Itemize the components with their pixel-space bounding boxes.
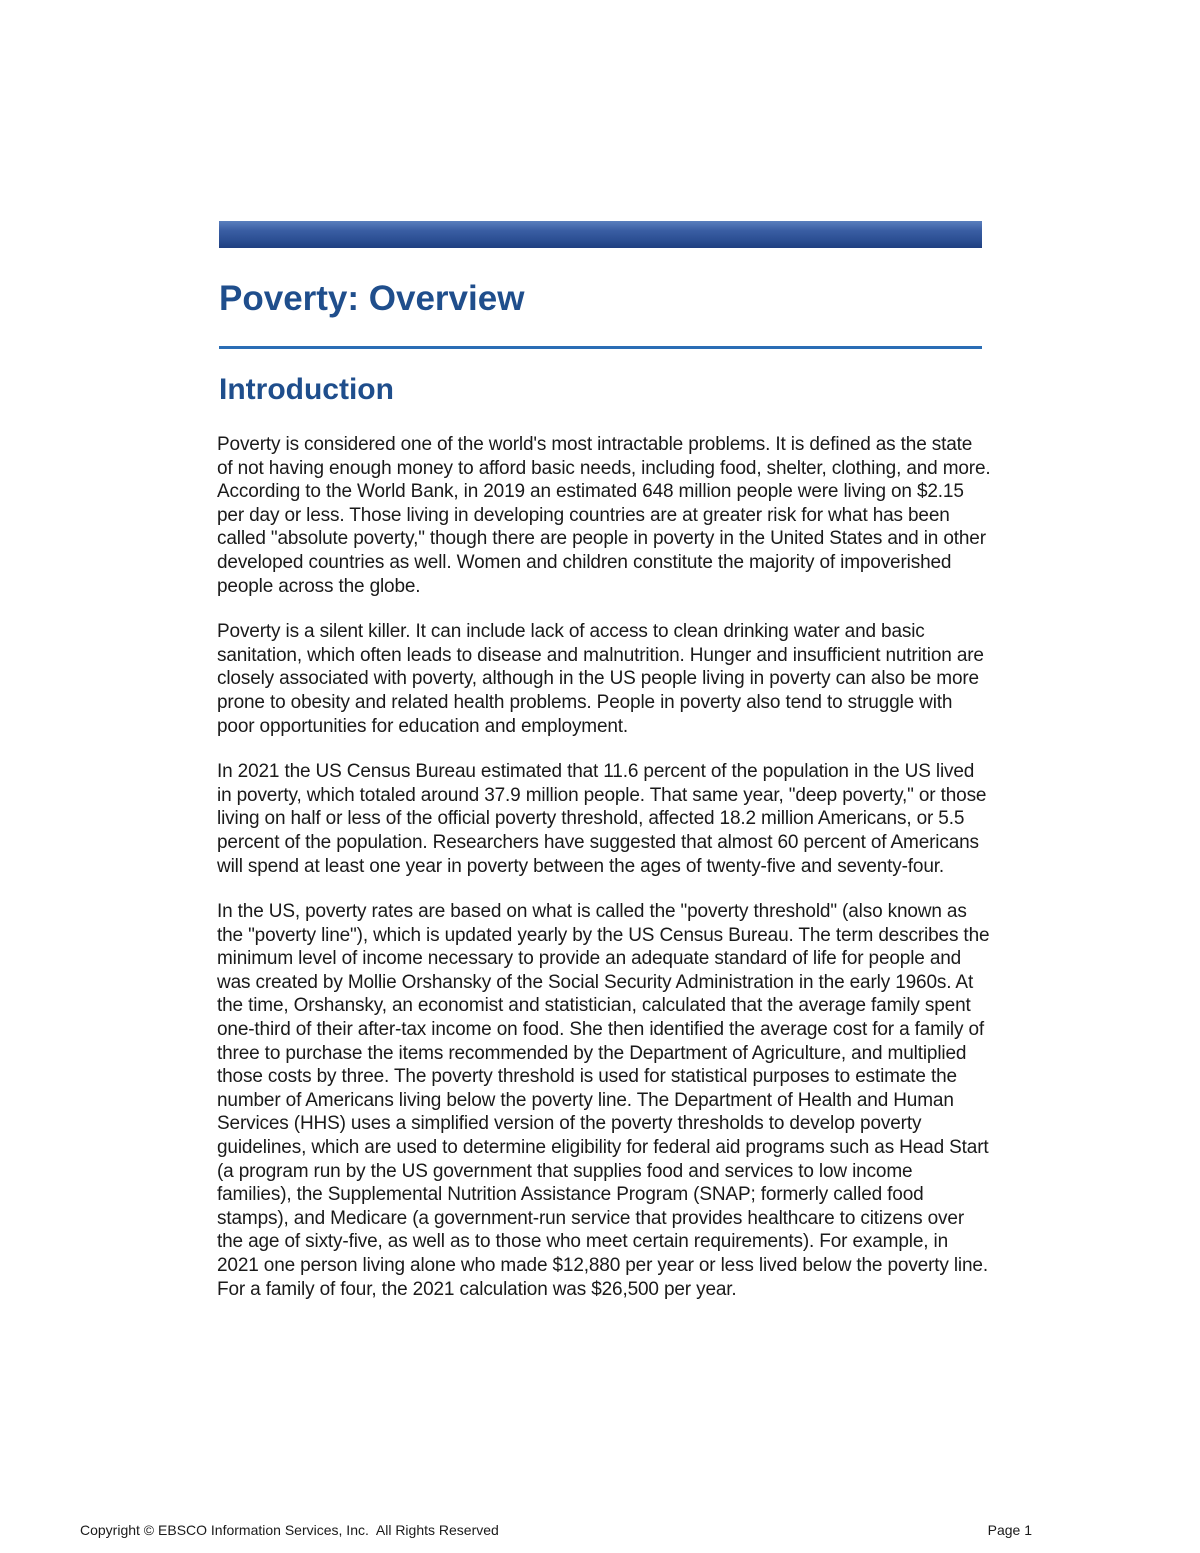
- paragraph-3: In 2021 the US Census Bureau estimated that 11.6 percent of the population in the US lived in poverty, which totaled around 37.9 million people. That same year, "deep poverty," or those living on half or less of the official poverty threshold, affected 18.2 million Americans, or 5.5 percent of the population. Researchers have suggested that almost 60 percent of Americans will spend at least one year in poverty between the ages of twenty-five and seventy-four.: [217, 761, 987, 877]
- section-heading-introduction: Introduction: [219, 373, 394, 406]
- footer-copyright: Copyright © EBSCO Information Services, Inc. All Rights Reserved: [80, 1522, 499, 1538]
- title-divider: [219, 346, 982, 349]
- paragraph-2: Poverty is a silent killer. It can include lack of access to clean drinking water and basic sanitation, which often leads to disease and malnutrition. Hunger and insufficient nutrition are closely associated with poverty, although in the US people living in poverty can also be more prone to obesity and related health problems. People in poverty also tend to struggle with poor opportunities for education and employment.: [217, 621, 984, 737]
- footer-page-number: Page 1: [987, 1522, 1032, 1538]
- paragraph-4: In the US, poverty rates are based on what is called the "poverty threshold" (also known as the "poverty line"), which is updated yearly by the US Census Bureau. The term describes the minimum level of income necessary to provide an adequate standard of life for people and was created by Mollie Orshansky of the Social Security Administration in the early 1960s. At the time, Orshansky, an economist and statistician, calculated that the average family spent one-third of their after-tax income on food. She then identified the average cost for a family of three to purchase the items recommended by the Department of Agriculture, and multiplied those costs by three. The poverty threshold is used for statistical purposes to estimate the number of Americans living below the poverty line. The Department of Health and Human Services (HHS) uses a simplified version of the poverty thresholds to develop poverty guidelines, which are used to determine eligibility for federal aid programs such as Head Start (a program run by the US government that supplies food and services to low income families), the Supplemental Nutrition Assistance Program (SNAP; formerly called food stamps), and Medicare (a government-run service that provides healthcare to citizens over the age of sixty-five, as well as to those who meet certain requirements). For example, in 2021 one person living alone who made $12,880 per year or less lived below the poverty line. For a family of four, the 2021 calculation was $26,500 per year.: [217, 901, 990, 1300]
- document-title: Poverty: Overview: [219, 279, 525, 318]
- article-body: [217, 433, 992, 1323]
- paragraph-1: Poverty is considered one of the world's most intractable problems. It is defined as the state of not having enough money to afford basic needs, including food, shelter, clothing, and more. According to the World Bank, in 2019 an estimated 648 million people were living on $2.15 per day or less. Those living in developing countries are at greater risk for what has been called "absolute poverty," though there are people in poverty in the United States and in other developed countries as well. Women and children constitute the majority of impoverished people across the globe.: [217, 434, 991, 597]
- header-banner-bar: [219, 221, 982, 248]
